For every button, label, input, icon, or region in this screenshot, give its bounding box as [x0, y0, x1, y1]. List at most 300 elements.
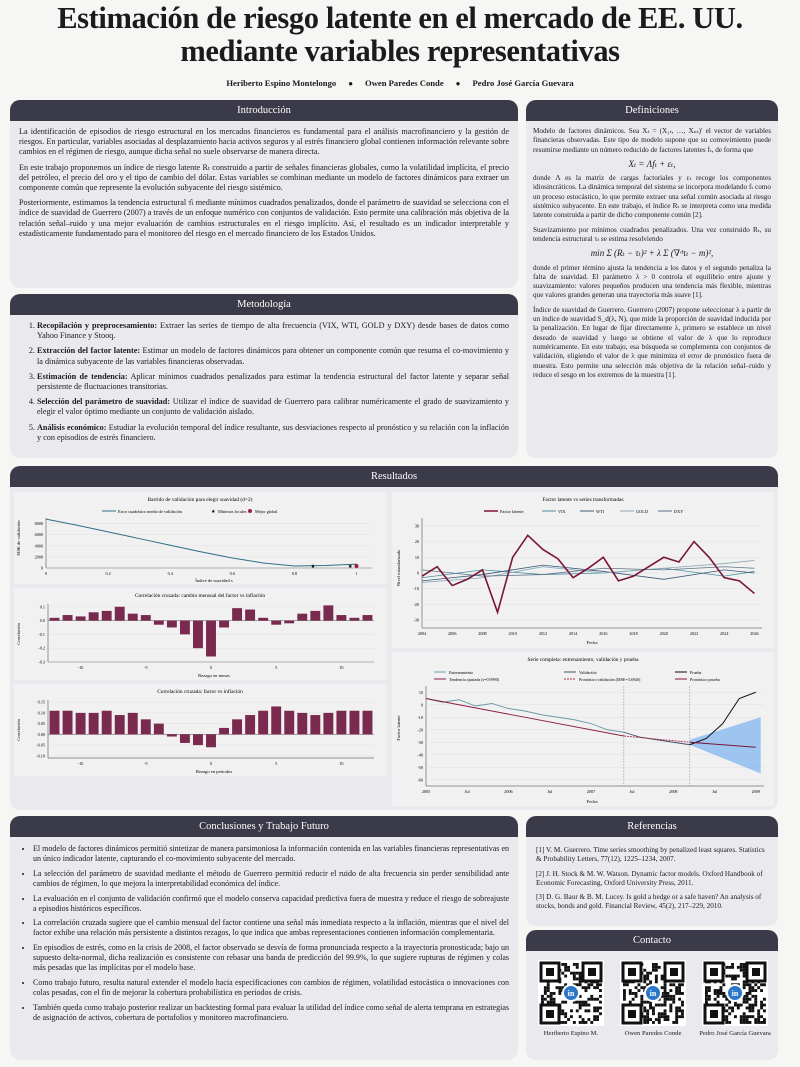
qr-module	[579, 978, 582, 981]
tick-label: 10	[339, 761, 344, 766]
qr-module	[678, 1009, 681, 1012]
qr-module	[649, 1004, 652, 1007]
legend-label: Pronóstico validación (MSE=3.6940)	[579, 677, 641, 682]
qr-module	[664, 1004, 667, 1007]
qr-module	[743, 986, 746, 989]
qr-module	[582, 1018, 585, 1021]
qr-module	[717, 989, 720, 992]
qr-module	[593, 1018, 596, 1021]
qr-module	[725, 1015, 728, 1018]
qr-module	[743, 969, 746, 972]
qr-module	[681, 1009, 684, 1012]
qr-pattern	[538, 960, 604, 1026]
tick-label: 2016	[599, 631, 608, 636]
qr-module	[722, 992, 725, 995]
qr-module	[643, 969, 646, 972]
qr-module	[664, 1015, 667, 1018]
bar	[271, 706, 281, 734]
bar	[349, 711, 359, 735]
qr-module	[749, 1007, 752, 1010]
tick-label: 2000	[34, 554, 43, 560]
series-line-validation-mse	[46, 519, 356, 566]
bar	[219, 621, 229, 628]
qr-module	[717, 1001, 720, 1004]
qr-module	[593, 1015, 596, 1018]
legend-label: Mejor global	[255, 509, 278, 514]
qr-module	[541, 1001, 544, 1004]
qr-module	[550, 998, 553, 1001]
qr-module	[763, 1009, 766, 1012]
qr-module	[717, 992, 720, 995]
qr-module	[579, 980, 582, 983]
qr-module	[649, 980, 652, 983]
qr-finder-center	[710, 968, 718, 976]
methodology-item-title: Selección del parámetro de suavidad:	[37, 397, 171, 407]
qr-module	[681, 983, 684, 986]
qr-module	[746, 983, 749, 986]
qr-module	[743, 998, 746, 1001]
qr-module	[664, 986, 667, 989]
qr-module	[728, 966, 731, 969]
qr-module	[567, 966, 570, 969]
qr-module	[681, 1004, 684, 1007]
bar	[193, 734, 203, 745]
tick-label: 2005	[421, 789, 431, 794]
tick-label: 0	[209, 761, 213, 766]
tick-label: -10	[77, 761, 84, 766]
qr-module	[708, 989, 711, 992]
qr-module	[652, 1021, 655, 1024]
chart-legend	[434, 670, 720, 682]
x-axis-label: Rezago en periodos	[195, 769, 233, 774]
qr-module	[751, 989, 754, 992]
xcorr-monthly-chart	[14, 588, 386, 680]
qr-module	[652, 1009, 655, 1012]
definitions-paragraph-3: Suavizamiento por mínimos cuadrados penalizados. Una vez construido Rₜ, su tendencia estructural τₜ se estima resolviendo	[533, 225, 771, 243]
chart-title: Barrido de validación para elegir suavidad (d=2)	[147, 497, 253, 503]
qr-module	[675, 1015, 678, 1018]
qr-module	[746, 1021, 749, 1024]
qr-module	[754, 983, 757, 986]
qr-module	[547, 983, 550, 986]
qr-module	[675, 1012, 678, 1015]
series-line-3	[624, 736, 690, 742]
contact-card	[532, 960, 610, 1038]
qr-module	[675, 1009, 678, 1012]
qr-module	[561, 1021, 564, 1024]
tick-label: 0.8	[291, 571, 297, 576]
bar	[154, 724, 164, 735]
tick-label: 2026	[750, 631, 759, 636]
qr-module	[547, 986, 550, 989]
qr-module	[547, 1001, 550, 1004]
bar	[271, 621, 281, 625]
definitions-paragraph-1: Modelo de factores dinámicos. Sea Xₜ = (X₁ₜ, …, Xₙₜ)′ el vector de variables financieras observadas. Este tipo de modelo supone que su comovimiento puede resumirse mediante un número reducido de factores latentes fₜ, de forma que	[533, 127, 771, 154]
qr-module	[567, 1018, 570, 1021]
qr-module	[760, 989, 763, 992]
qr-module	[705, 995, 708, 998]
qr-module	[749, 986, 752, 989]
qr-module	[582, 986, 585, 989]
qr-module	[570, 1015, 573, 1018]
tick-label: 0.2	[105, 571, 111, 576]
qr-module	[544, 992, 547, 995]
bar	[128, 614, 138, 621]
qr-module	[669, 998, 672, 1001]
qr-code[interactable]	[538, 960, 604, 1026]
qr-module	[596, 1018, 599, 1021]
chart-legend	[484, 509, 683, 514]
tick-label: 10	[414, 554, 419, 560]
qr-module	[658, 1021, 661, 1024]
tick-label: 2009	[751, 789, 760, 794]
author-list	[0, 78, 800, 88]
qr-module	[561, 963, 564, 966]
y-axis-label: Factor latente	[396, 715, 401, 741]
qr-module	[658, 1012, 661, 1015]
qr-module	[646, 978, 649, 981]
qr-module	[664, 1012, 667, 1015]
qr-module	[714, 998, 717, 1001]
qr-module	[749, 998, 752, 1001]
qr-module	[672, 998, 675, 1001]
qr-module	[652, 1007, 655, 1010]
qr-module	[638, 983, 641, 986]
qr-module	[576, 1009, 579, 1012]
qr-module	[672, 983, 675, 986]
qr-module	[731, 975, 734, 978]
tick-label: 0.6	[229, 571, 235, 576]
qr-module	[623, 992, 626, 995]
qr-module	[590, 998, 593, 1001]
qr-module	[626, 983, 629, 986]
qr-module	[731, 978, 734, 981]
qr-module	[667, 992, 670, 995]
qr-module	[731, 963, 734, 966]
contact-card	[696, 960, 774, 1038]
bar	[245, 715, 255, 734]
tick-label: 2008	[669, 789, 678, 794]
qr-module	[623, 983, 626, 986]
legend-label: Prueba	[690, 670, 702, 675]
qr-module	[678, 1007, 681, 1010]
qr-module	[740, 1004, 743, 1007]
bar	[206, 734, 216, 747]
qr-module	[675, 1021, 678, 1024]
qr-module	[669, 1009, 672, 1012]
qr-module	[763, 1004, 766, 1007]
qr-module	[757, 1009, 760, 1012]
qr-module	[564, 966, 567, 969]
qr-module	[740, 1021, 743, 1024]
qr-module	[649, 1007, 652, 1010]
qr-module	[751, 1015, 754, 1018]
qr-module	[629, 989, 632, 992]
bar	[336, 711, 346, 735]
conclusions-heading: Conclusiones y Trabajo Futuro	[10, 816, 518, 837]
qr-module	[664, 1009, 667, 1012]
qr-module	[751, 995, 754, 998]
qr-module	[737, 975, 740, 978]
qr-module	[582, 1004, 585, 1007]
tick-label: 6000	[34, 532, 43, 538]
bar	[50, 618, 60, 621]
tick-label: Jul	[464, 789, 470, 794]
qr-module	[652, 963, 655, 966]
qr-module	[749, 989, 752, 992]
methodology-item-title: Extracción del factor latente:	[37, 346, 141, 356]
qr-module	[746, 995, 749, 998]
qr-module	[649, 1018, 652, 1021]
bar	[128, 713, 138, 734]
qr-module	[643, 980, 646, 983]
qr-module	[714, 989, 717, 992]
qr-module	[678, 989, 681, 992]
qr-module	[667, 1018, 670, 1021]
full-series-chart	[392, 652, 774, 806]
qr-module	[664, 1001, 667, 1004]
y-axis-label: MSE de validación	[16, 520, 21, 556]
qr-module	[669, 983, 672, 986]
qr-module	[661, 1015, 664, 1018]
tick-label: 0.00	[37, 731, 45, 737]
qr-module	[585, 1009, 588, 1012]
tick-label: 2018	[629, 631, 638, 636]
dfm-equation: Xₜ = Λfₜ + εₜ,	[628, 158, 676, 169]
reference-item: [1] V. M. Guerrero. Time series smoothing by penalized least squares. Statistics & Probability Letters, 77(12), 1225–1234, 2007.	[536, 846, 765, 864]
qr-module	[646, 1001, 649, 1004]
qr-module	[664, 983, 667, 986]
intro-heading: Introducción	[10, 100, 518, 121]
qr-module	[558, 989, 561, 992]
qr-module	[658, 966, 661, 969]
conclusion-item: • La correlación cruzada sugiere que el cambio mensual del factor contiene una señal más inmediata respecto a la inflación, mientras que el nivel del factor exhibe una relación más persistente a distintos rezagos, lo que indica que ambas representaciones contienen información complementaria.	[33, 918, 509, 938]
qr-module	[632, 998, 635, 1001]
qr-module	[722, 995, 725, 998]
bar	[297, 713, 307, 734]
chart-title: Serie completa: entrenamiento, validación y prueba	[527, 657, 639, 663]
qr-module	[746, 1015, 749, 1018]
qr-module	[760, 983, 763, 986]
linkedin-icon-glyph: in	[567, 989, 575, 998]
qr-module	[649, 972, 652, 975]
local-minimum-marker: ★	[347, 563, 353, 570]
qr-code[interactable]	[620, 960, 686, 1026]
contact-heading: Contacto	[526, 930, 778, 951]
qr-module	[573, 978, 576, 981]
qr-module	[655, 963, 658, 966]
bar	[63, 711, 73, 735]
series-line-2	[624, 732, 690, 745]
conclusion-item: • Como trabajo futuro, resulta natural extender el modelo hacia especificaciones con cambios de régimen, volatilidad estocástica o innovaciones con colas pesadas, con el fin de mejorar la cobertura probabilística en periodos de crisis.	[33, 978, 509, 998]
legend-label: VIX	[558, 509, 566, 514]
tick-label: -20	[413, 601, 419, 607]
qr-module	[661, 975, 664, 978]
qr-module	[678, 986, 681, 989]
qr-module	[635, 995, 638, 998]
qr-module	[743, 975, 746, 978]
results-heading: Resultados	[10, 466, 778, 487]
qr-module	[722, 983, 725, 986]
penalized-ls-equation: min Σ (Rₜ − τₜ)² + λ Σ (∇ᵈτₜ − m)²,	[590, 248, 714, 259]
methodology-item	[37, 423, 509, 443]
qr-module	[675, 1007, 678, 1010]
qr-module	[728, 1012, 731, 1015]
qr-module	[570, 972, 573, 975]
qr-module	[720, 992, 723, 995]
qr-module	[646, 975, 649, 978]
linkedin-icon-glyph: in	[649, 989, 657, 998]
legend-label: Factor latente	[500, 509, 524, 514]
qr-module	[725, 1018, 728, 1021]
qr-module	[599, 1012, 602, 1015]
qr-module	[593, 986, 596, 989]
qr-module	[760, 1007, 763, 1010]
bar	[232, 608, 242, 620]
qr-module	[737, 1004, 740, 1007]
qr-module	[763, 1018, 766, 1021]
definitions-paragraph-4: donde el primer término ajusta la tendencia a los datos y el segundo penaliza la falta de suavidad. El parámetro λ > 0 controla el equilibrio entre ajuste y suavizamiento: valores pequeños producen una tendencia más flexible, mientras que valores grandes generan una trayectoria más suave [1].	[533, 263, 771, 300]
qr-module	[585, 986, 588, 989]
legend-label: Error cuadrático medio de validación	[118, 509, 182, 514]
conclusions-list	[19, 844, 509, 1023]
qr-module	[593, 1009, 596, 1012]
chart-title: Factor latente vs series transformadas	[542, 497, 624, 503]
qr-code[interactable]	[702, 960, 768, 1026]
qr-module	[734, 975, 737, 978]
tick-label: 2010	[508, 631, 517, 636]
qr-module	[743, 972, 746, 975]
qr-module	[652, 969, 655, 972]
author-separator: ●	[348, 79, 354, 88]
qr-module	[576, 1001, 579, 1004]
qr-module	[550, 995, 553, 998]
conclusion-item: • El modelo de factores dinámicos permitió sintetizar de manera parsimoniosa la información contenida en las variables financieras representativas en un único indicador latente, capturando el co-movimiento subyacente del mercado.	[33, 844, 509, 864]
qr-module	[746, 1018, 749, 1021]
qr-module	[652, 1012, 655, 1015]
qr-module	[585, 989, 588, 992]
qr-module	[576, 978, 579, 981]
qr-module	[708, 995, 711, 998]
qr-module	[553, 992, 556, 995]
x-axis-label: Fecha	[586, 799, 598, 804]
qr-module	[596, 983, 599, 986]
bar	[167, 734, 177, 736]
qr-module	[757, 1021, 760, 1024]
references-heading: Referencias	[526, 816, 778, 837]
qr-module	[734, 978, 737, 981]
qr-module	[661, 986, 664, 989]
chart-title: Correlación cruzada: factor vs inflación	[157, 689, 243, 695]
references-panel	[526, 816, 778, 926]
tick-label: 2006	[448, 631, 457, 636]
qr-module	[678, 998, 681, 1001]
qr-module	[672, 995, 675, 998]
qr-module	[599, 1007, 602, 1010]
qr-module	[655, 978, 658, 981]
qr-module	[579, 975, 582, 978]
intro-paragraph-3: Posteriormente, estimamos la tendencia estructural τ̂ₜ mediante mínimos cuadrados penalizados, donde el parámetro de suavidad se selecciona con el índice de suavidad de Guerrero (2007) a través de un enfoque numérico con conjuntos de validación. Esto permite una calibración más objetiva de la relación señal–ruido y una mejor evaluación de cambios estructurales en el riesgo implícito. Así, el resultado es un indicador interpretable y estadísticamente fundamentado para el monitoreo del riesgo en el mercado financiero de los Estados Unidos.	[19, 198, 509, 238]
qr-module	[561, 1009, 564, 1012]
qr-module	[579, 1001, 582, 1004]
qr-module	[558, 986, 561, 989]
legend-star-icon: ★	[211, 510, 216, 515]
tick-label: -0.10	[36, 753, 45, 759]
qr-module	[740, 1018, 743, 1021]
qr-module	[590, 995, 593, 998]
qr-module	[544, 986, 547, 989]
qr-module	[749, 1021, 752, 1024]
qr-module	[749, 1009, 752, 1012]
qr-module	[664, 998, 667, 1001]
qr-module	[763, 983, 766, 986]
qr-module	[564, 963, 567, 966]
qr-module	[643, 975, 646, 978]
qr-module	[570, 1009, 573, 1012]
conclusions-panel	[10, 816, 518, 1060]
qr-module	[599, 995, 602, 998]
qr-module	[635, 992, 638, 995]
qr-module	[664, 992, 667, 995]
qr-module	[731, 1007, 734, 1010]
qr-module	[646, 1012, 649, 1015]
qr-module	[652, 966, 655, 969]
y-axis-label: Correlación	[16, 719, 21, 741]
qr-module	[725, 975, 728, 978]
qr-module	[705, 992, 708, 995]
poster-title	[0, 2, 800, 68]
qr-module	[664, 995, 667, 998]
qr-module	[681, 1001, 684, 1004]
qr-module	[734, 1015, 737, 1018]
qr-module	[763, 1021, 766, 1024]
qr-module	[596, 1015, 599, 1018]
definitions-paragraph-5: Índice de suavidad de Guerrero. Guerrero (2007) propone seleccionar λ a partir de un índice de suavidad S_d(λ, N), que mide la proporción de suavidad inducida por la penalización. En lugar de fijar directamente λ, primero se establece un nivel deseado de suavidad y luego se obtiene el valor de λ que lo reproduce numéricamente. En este trabajo, esa búsqueda se complementa con conjuntos de validación, eligiendo el valor de λ que minimiza el error de pronóstico fuera de muestra. Esto permite una selección más objetiva de la relación señal–ruido y reduce el sesgo en los extremos de la muestra [1].	[533, 305, 771, 379]
tick-label: -0.2	[38, 645, 45, 651]
qr-module	[731, 966, 734, 969]
qr-module	[731, 1009, 734, 1012]
bar	[323, 605, 333, 620]
tick-label: -20	[417, 727, 423, 733]
qr-module	[646, 972, 649, 975]
qr-module	[623, 998, 626, 1001]
tick-label: 0.10	[37, 710, 45, 716]
qr-module	[705, 986, 708, 989]
qr-module	[596, 1009, 599, 1012]
qr-module	[579, 972, 582, 975]
bar	[89, 713, 99, 734]
methodology-item-title: Estimación de tendencia:	[37, 371, 128, 381]
qr-module	[740, 969, 743, 972]
qr-module	[734, 1004, 737, 1007]
methodology-item-text: Utilizar el índice de suavidad de Guerrero para calibrar numéricamente el grado de suavizamiento y elegir el valor óptimo mediante un conjunto de validación aislado.	[37, 397, 509, 417]
qr-module	[561, 1001, 564, 1004]
tick-label: -50	[417, 764, 423, 770]
qr-module	[667, 998, 670, 1001]
intro-panel	[10, 100, 518, 288]
qr-module	[661, 978, 664, 981]
qr-module	[743, 963, 746, 966]
tick-label: 2007	[586, 789, 596, 794]
qr-module	[599, 983, 602, 986]
qr-module	[737, 1007, 740, 1010]
qr-module	[749, 1004, 752, 1007]
methodology-heading: Metodología	[10, 294, 518, 315]
qr-module	[643, 1021, 646, 1024]
qr-module	[579, 1021, 582, 1024]
title-line-2: mediante variables representativas	[180, 34, 620, 68]
qr-module	[754, 998, 757, 1001]
